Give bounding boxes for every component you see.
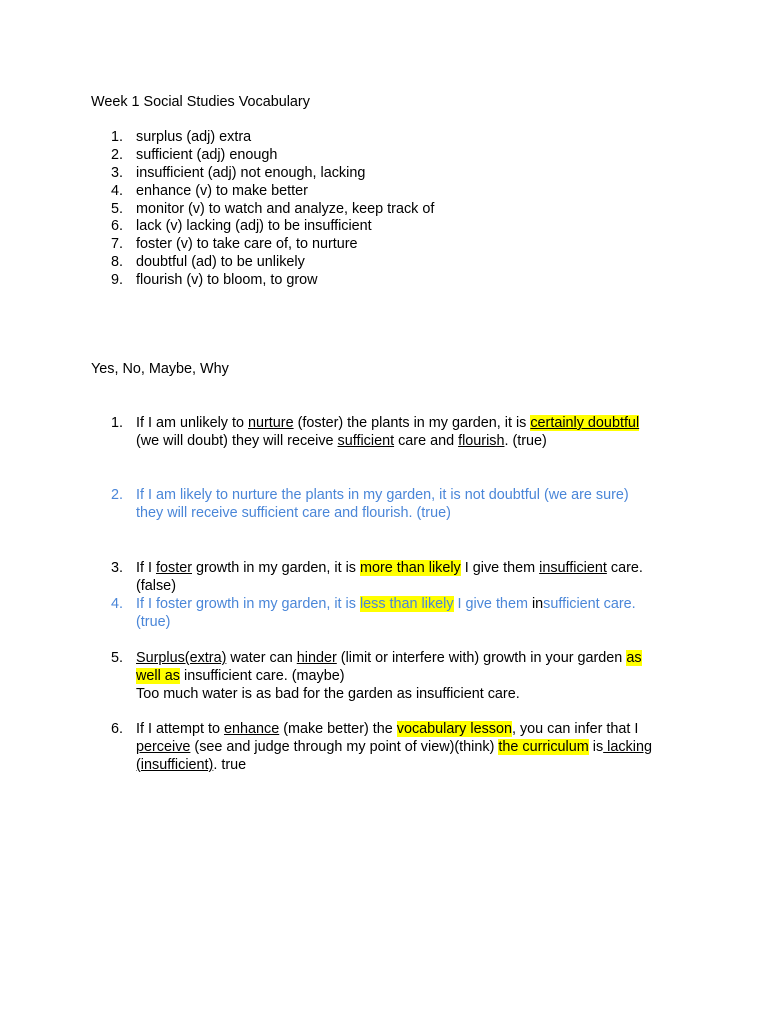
underlined-word: hinder — [296, 650, 337, 666]
list-number: 1. — [111, 129, 124, 145]
highlighted-phrase: vocabulary lesson — [396, 721, 512, 737]
list-number: 9. — [111, 272, 124, 289]
text-run: (limit or interfere with) growth in your garden — [336, 650, 627, 666]
question-text — [136, 650, 696, 704]
text-run: they will receive sufficient care and flourish. (true) — [136, 504, 451, 521]
text-run: growth in my garden, it is — [192, 560, 360, 576]
text-run: (false) — [136, 577, 176, 594]
vocab-definition: surplus (adj) extra — [136, 129, 252, 145]
text-run: (true) — [136, 613, 171, 630]
text-run: (we will doubt) they will receive — [136, 432, 338, 449]
text-run: If I am unlikely to — [136, 415, 248, 431]
question-text — [136, 415, 696, 451]
question-number: 4. — [111, 596, 124, 612]
underlined-word: insufficient — [539, 560, 607, 576]
question-number: 2. — [111, 487, 124, 503]
underlined-word: Surplus(extra) — [136, 650, 227, 666]
text-run: I give them — [460, 560, 540, 576]
underlined-word: sufficient — [337, 432, 395, 449]
list-number: 3. — [111, 164, 124, 181]
document-title: Week 1 Social Studies Vocabulary — [91, 94, 310, 110]
section-heading: Yes, No, Maybe, Why — [91, 361, 229, 377]
list-number: 4. — [111, 182, 124, 199]
list-number: 6. — [111, 218, 124, 235]
highlighted-phrase: certainly doubtful — [530, 415, 640, 431]
highlighted-phrase: less than likely — [359, 596, 454, 612]
vocab-definition: doubtful (ad) to be unlikely — [136, 254, 305, 271]
underlined-word: foster — [156, 560, 192, 576]
list-number: 5. — [111, 200, 124, 217]
question-text — [136, 560, 696, 596]
text-run: (foster) the plants in my garden, it is — [293, 415, 531, 431]
text-run: If I attempt to — [136, 721, 224, 737]
highlighted-phrase: the curriculum — [498, 738, 589, 755]
text-run: . true — [213, 756, 247, 773]
text-run: (see and judge through my point of view)(think) — [190, 738, 499, 755]
list-number: 8. — [111, 254, 124, 271]
underlined-word: enhance — [223, 721, 280, 737]
list-number: 7. — [111, 236, 124, 253]
underlined-word: nurture — [247, 415, 294, 431]
vocab-definition: sufficient (adj) enough — [136, 146, 278, 163]
text-run: insufficient care. (maybe) — [180, 667, 345, 684]
vocab-definition: insufficient (adj) not enough, lacking — [136, 164, 366, 181]
question-text — [136, 721, 696, 775]
question-number: 1. — [111, 415, 124, 431]
question-text — [136, 487, 696, 523]
vocab-definition: flourish (v) to bloom, to grow — [136, 272, 318, 289]
text-run: is — [588, 738, 604, 755]
highlighted-phrase: more than likely — [359, 560, 461, 576]
vocab-definition: enhance (v) to make better — [136, 182, 308, 199]
highlighted-phrase: as — [626, 650, 642, 666]
vocab-definition: monitor (v) to watch and analyze, keep track of — [136, 200, 435, 217]
question-number: 3. — [111, 560, 124, 576]
text-run: I give them — [453, 596, 532, 612]
list-number: 2. — [111, 146, 124, 163]
question-number: 6. — [111, 721, 124, 737]
underlined-word: (insufficient) — [136, 756, 214, 773]
underlined-word: lacking — [603, 738, 652, 755]
text-run: If I foster growth in my garden, it is — [136, 596, 360, 612]
underlined-word: perceive — [136, 738, 191, 755]
text-run: (make better) the — [279, 721, 397, 737]
text-run: If I — [136, 560, 156, 576]
text-run: care and — [394, 432, 459, 449]
text-run: , you can infer that I — [511, 721, 639, 737]
text-run: Too much water is as bad for the garden as insufficient care. — [136, 685, 520, 702]
highlighted-phrase: well as — [136, 667, 180, 684]
text-run: If I am likely to nurture the plants in my garden, it is not doubtful (we are sure) — [136, 487, 629, 503]
text-run: sufficient care. — [543, 596, 636, 612]
question-text — [136, 596, 696, 632]
text-run: care. — [606, 560, 643, 576]
vocab-definition: foster (v) to take care of, to nurture — [136, 236, 358, 253]
text-run: in — [531, 596, 544, 612]
text-run: . (true) — [504, 432, 547, 449]
vocab-definition: lack (v) lacking (adj) to be insufficient — [136, 218, 372, 235]
question-number: 5. — [111, 650, 124, 666]
underlined-word: flourish — [458, 432, 505, 449]
text-run: water can — [226, 650, 297, 666]
